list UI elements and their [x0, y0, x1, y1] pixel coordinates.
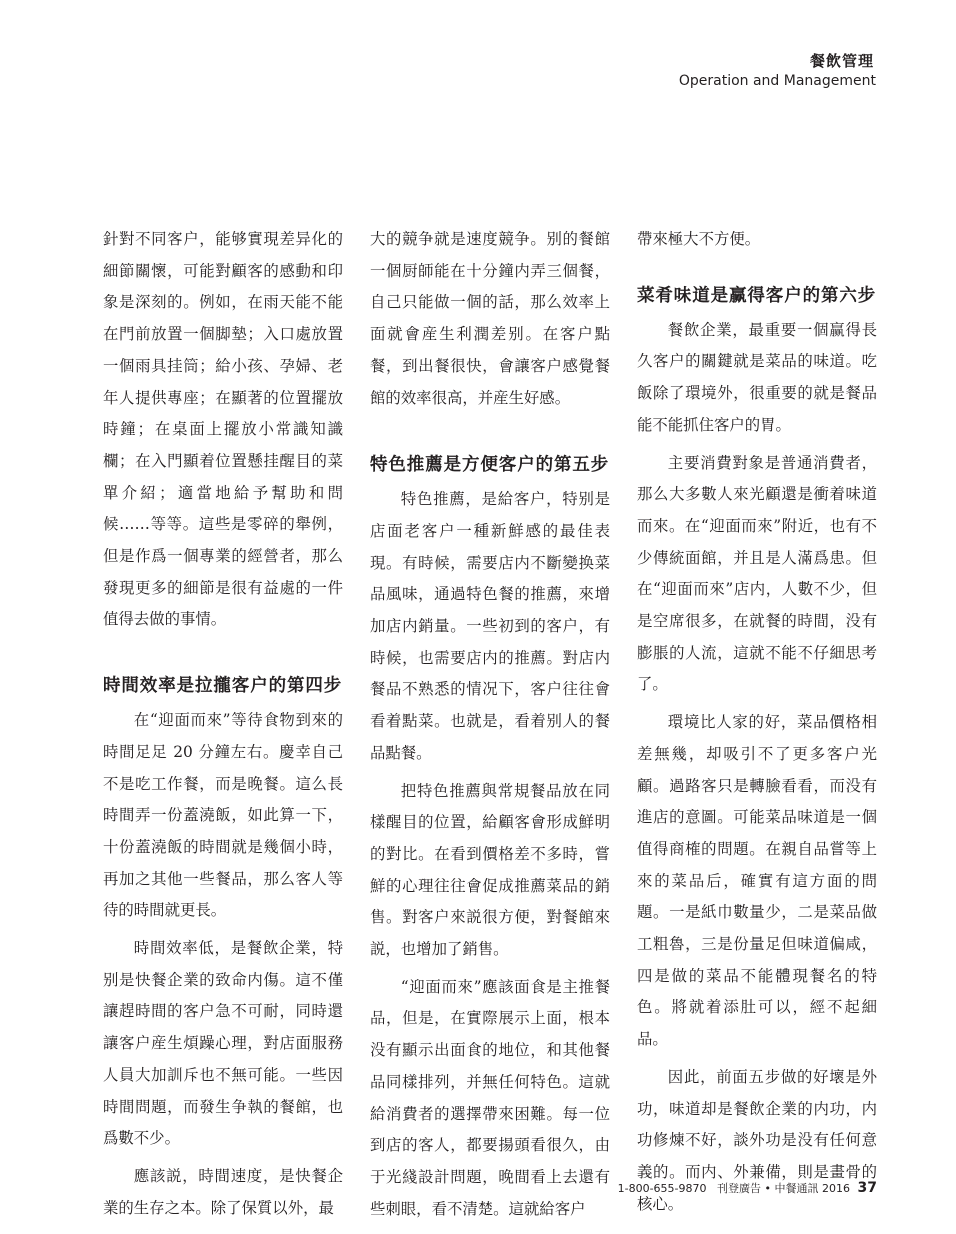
- paragraph: “迎面而來”應該面食是主推餐品，但是，在實際展示上面，根本没有顯示出面食的地位，和其他餐品同樣排列，并無任何特色。這就給消費者的選擇帶來困難。每一位到店的客人，都要揚頭看很久，由于光綫設計問題，晚間看上去還有些刺眼，看不清楚。這就給客户: [370, 977, 610, 1218]
- paragraph: 特色推薦，是給客户，特别是店面老客户一種新鮮感的最佳表現。有時候，需要店内不斷變换菜品風味，通過特色餐的推薦，來增加店内銷量。一些初到的客户，有時候，也需要店内的推薦。對店内餐品不熟悉的情况下，客户往往會看着點菜。也就是，看着别人的餐品點餐。: [370, 490, 610, 762]
- paragraph: 帶來極大不方便。: [637, 230, 761, 248]
- paragraph: 應該説，時間速度，是快餐企業的生存之本。除了保質以外，最: [103, 1166, 343, 1217]
- paragraph: 環境比人家的好，菜品價格相差無幾，却吸引不了更多客户光顧。過路客只是轉臉看看，而没有進店的意圖。可能菜品味道是一個值得商榷的問題。在親自品嘗等上來的菜品后，確實有這方面的問題。一是紙巾數量少，二是菜品做工粗魯，三是份量足但味道偏咸，四是做的菜品不能體現餐名的特色。將就着添肚可以，經不起細品。: [637, 713, 877, 1049]
- paragraph: 大的競争就是速度競争。别的餐館一個厨師能在十分鐘内弄三個餐，自己只能做一個的話，那么效率上面就會産生利潤差别。在客户點餐，到出餐很快，會讓客户感覺餐館的效率很高，并産生好感。: [370, 230, 610, 407]
- article-column-3: [637, 224, 877, 1220]
- paragraph: 針對不同客户，能够實現差异化的細節關懷，可能對顧客的感動和印象是深刻的。例如，在雨天能不能在門前放置一個脚墊；入口處放置一個雨具挂筒；給小孩、孕婦、老年人提供專座；在顯著的位置擺放時鐘；在桌面上擺放小常識知識欄；在入門顯着位置懸挂醒目的菜單介紹；適當地給予幫助和問候……等等。這些是零碎的舉例，但是作爲一個專業的經營者，那么發現更多的細節是很有益處的一件值得去做的事情。: [103, 230, 343, 629]
- paragraph: 餐飲企業，最重要一個赢得長久客户的關鍵就是菜品的味道。吃飯除了環境外，很重要的就是餐品能不能抓住客户的胃。: [637, 320, 877, 434]
- article-column-2: [370, 224, 610, 1225]
- section-heading-step-six: 菜肴味道是赢得客户的第六步: [637, 285, 877, 306]
- paragraph: 因此，前面五步做的好壞是外功，味道却是餐飲企業的内功，内功修煉不好，談外功是没有任何意義的。而内、外兼備，則是畫骨的核心。: [637, 1067, 877, 1213]
- section-title-english: Operation and Management: [678, 73, 876, 89]
- publication-name: 刊登廣告 • 中餐通訊 2016: [717, 1182, 851, 1195]
- paragraph: 主要消費對象是普通消費者，那么大多數人來光顧還是衝着味道而來。在“迎面而來”附近，也有不少傳統面館，并且是人滿爲患。但在“迎面而來”店内，人數不少，但是空席很多，在就餐的時間，没有膨脹的人流，這就不能不仔細思考了。: [637, 453, 877, 694]
- page-footer: [618, 1180, 877, 1196]
- advertising-phone: 1-800-655-9870: [617, 1182, 707, 1195]
- paragraph: 把特色推薦與常規餐品放在同樣醒目的位置，給顧客會形成鮮明的對比。在看到價格差不多時，嘗鮮的心理往往會促成推薦菜品的銷售。對客户來説很方便，對餐館來説，也增加了銷售。: [370, 781, 610, 959]
- page-number: 37: [857, 1180, 877, 1196]
- paragraph: 時間效率低，是餐飲企業，特别是快餐企業的致命内傷。這不僅讓趕時間的客户急不可耐，同時還讓客户産生煩躁心理，對店面服務人員大加訓斥也不無可能。一些因時間問題，而發生争執的餐館，也爲數不少。: [103, 939, 343, 1148]
- article-column-1: [103, 224, 343, 1224]
- section-title-chinese: 餐飲管理: [809, 52, 874, 70]
- section-heading-step-four: 時間效率是拉攏客户的第四步: [103, 676, 343, 697]
- paragraph: 在“迎面而來”等待食物到來的時間足足 20 分鐘左右。慶幸自己不是吃工作餐，而是晚餐。這么長時間弄一份蓋澆飯，如此算一下，十份蓋澆飯的時間就是幾個小時，再加之其他一些餐品，那么客人等待的時間就更長。: [103, 711, 343, 920]
- section-heading-step-five: 特色推薦是方便客户的第五步: [370, 455, 610, 476]
